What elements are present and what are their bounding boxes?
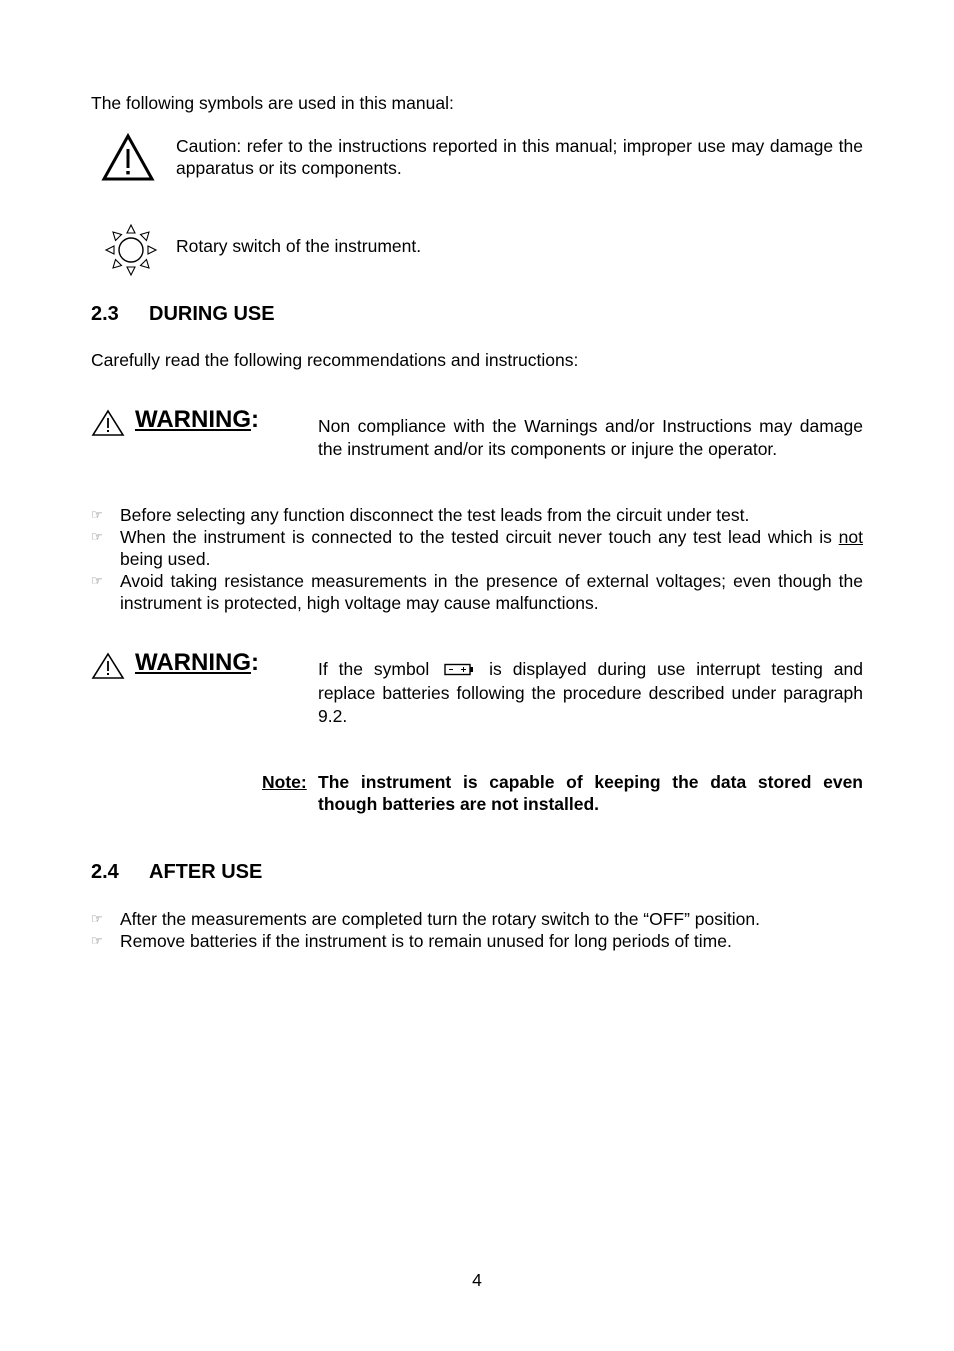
warning-label — [135, 406, 259, 434]
list-item — [91, 570, 863, 614]
bullet-text: After the measurements are completed turn the rotary switch to the “OFF” position. — [120, 909, 760, 929]
warning-triangle-icon — [91, 652, 125, 685]
bullet-text: When the instrument is connected to the tested circuit never touch any test lead which is — [120, 527, 839, 547]
battery-icon — [444, 659, 474, 682]
rotary-switch-icon — [104, 223, 158, 282]
section-2-3-number: 2.3 — [91, 303, 119, 325]
note-text: The instrument is capable of keeping the data stored even though batteries are not installed. — [318, 772, 863, 814]
pointing-hand-icon: ☞ — [91, 911, 103, 926]
list-item — [91, 526, 863, 570]
warning-2-text-pre: If the symbol — [318, 659, 430, 679]
warning-colon: : — [251, 406, 259, 433]
warning-label — [135, 649, 259, 677]
caution-triangle-icon — [101, 132, 155, 187]
section-2-3-intro: Carefully read the following recommendations and instructions: — [91, 350, 579, 370]
after-use-bullet-list — [91, 908, 863, 952]
page-number: 4 — [472, 1270, 482, 1290]
pointing-hand-icon: ☞ — [91, 507, 103, 522]
warning-colon: : — [251, 649, 259, 676]
caution-description: Caution: refer to the instructions reported in this manual; improper use may damage the apparatus or its components. — [176, 136, 863, 178]
section-2-4-title: AFTER USE — [149, 861, 263, 883]
list-item — [91, 908, 863, 930]
bullet-text: being used. — [120, 549, 211, 569]
warning-2-text — [318, 658, 863, 728]
warning-1-text: Non compliance with the Warnings and/or Instructions may damage the instrument and/or its components or injure the operator. — [318, 416, 863, 459]
bullet-emphasis: not — [838, 527, 863, 547]
section-2-4-number: 2.4 — [91, 861, 119, 883]
symbols-heading: The following symbols are used in this manual: — [91, 93, 454, 113]
during-use-bullet-list — [91, 504, 863, 614]
pointing-hand-icon: ☞ — [91, 573, 103, 588]
pointing-hand-icon: ☞ — [91, 529, 103, 544]
warning-triangle-icon — [91, 409, 125, 442]
warning-word: WARNING — [135, 406, 251, 433]
bullet-text: Before selecting any function disconnect the test leads from the circuit under test. — [120, 505, 750, 525]
pointing-hand-icon: ☞ — [91, 933, 103, 948]
warning-2-text-post: is displayed during use interrupt testing and replace batteries following the procedure described under paragraph 9.2. — [318, 659, 863, 726]
rotary-switch-description: Rotary switch of the instrument. — [176, 236, 422, 256]
list-item — [91, 504, 863, 526]
section-2-3-title: DURING USE — [149, 303, 275, 325]
bullet-text: Remove batteries if the instrument is to remain unused for long periods of time. — [120, 931, 732, 951]
list-item — [91, 930, 863, 952]
warning-word: WARNING — [135, 649, 251, 676]
bullet-text: Avoid taking resistance measurements in the presence of external voltages; even though the instrument is protected, high voltage may cause malfunctions. — [120, 571, 863, 613]
note-label: Note: — [262, 772, 307, 792]
